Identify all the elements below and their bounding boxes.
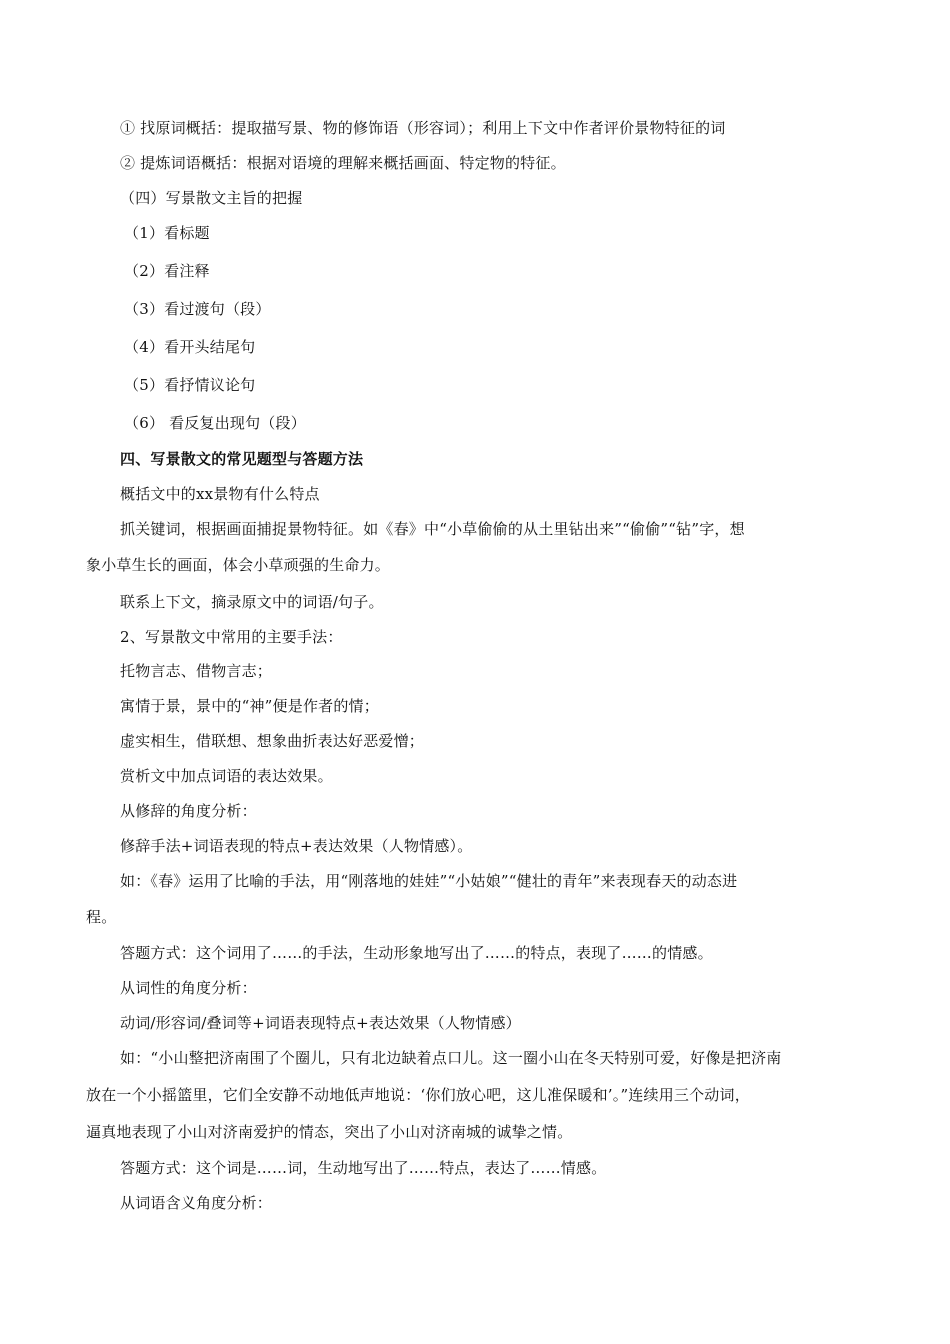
list-item-1: （1）看标题 [124,224,210,242]
text-line-14: 联系上下文，摘录原文中的词语/句子。 [120,593,384,611]
list-item-5: （5）看抒情议论句 [124,376,256,394]
text-line-12: 抓关键词，根据画面捕捉景物特征。如《春》中“小草偷偷的从土里钻出来”“偷偷”“钻”字，想 [120,520,745,538]
text-line-23: 程。 [86,908,117,926]
text-line-17: 寓情于景，景中的“神”便是作者的情； [120,697,379,715]
section-heading-main: 四、写景散文的常见题型与答题方法 [120,450,364,468]
list-item-4: （4）看开头结尾句 [124,338,256,356]
text-line-19: 赏析文中加点词语的表达效果。 [120,767,333,785]
list-item-6: （6） 看反复出现句（段） [124,414,306,432]
text-line-28: 放在一个小摇篮里，它们全安静不动地低声地说：‘你们放心吧，这儿准保暖和’。”连续用三个动词， [86,1086,750,1104]
text-line-26: 动词/形容词/叠词等+词语表现特点+表达效果（人物情感） [120,1014,521,1032]
list-item-2: （2）看注释 [124,262,210,280]
text-line-21: 修辞手法+词语表现的特点+表达效果（人物情感）。 [120,837,473,855]
text-line-18: 虚实相生，借联想、想象曲折表达好恶爱憎； [120,732,425,750]
text-line-15: 2、写景散文中常用的主要手法： [120,628,343,646]
text-line-31: 从词语含义角度分析： [120,1194,273,1212]
text-line-11: 概括文中的xx景物有什么特点 [120,485,320,503]
text-line-24: 答题方式：这个词用了……的手法，生动形象地写出了……的特点，表现了……的情感。 [120,944,713,962]
text-line-30: 答题方式：这个词是……词，生动地写出了……特点，表达了……情感。 [120,1159,607,1177]
section-heading-4: （四）写景散文主旨的把握 [120,189,303,207]
text-line-22: 如：《春》运用了比喻的手法，用“刚落地的娃娃”“小姑娘”“健壮的青年”来表现春天的动态进 [120,872,738,890]
text-line-16: 托物言志、借物言志； [120,662,273,680]
text-line-13: 象小草生长的画面，体会小草顽强的生命力。 [86,556,391,574]
text-line-1: ① 找原词概括：提取描写景、物的修饰语（形容词）；利用上下文中作者评价景物特征的词 [120,119,726,137]
text-line-29: 逼真地表现了小山对济南爱护的情态，突出了小山对济南城的诚挚之情。 [86,1123,573,1141]
text-line-20: 从修辞的角度分析： [120,802,257,820]
text-line-2: ② 提炼词语概括：根据对语境的理解来概括画面、特定物的特征。 [120,154,566,172]
text-line-25: 从词性的角度分析： [120,979,257,997]
text-line-27: 如：“小山整把济南围了个圈儿，只有北边缺着点口儿。这一圈小山在冬天特别可爱，好像是把济南 [120,1049,782,1067]
list-item-3: （3）看过渡句（段） [124,300,271,318]
